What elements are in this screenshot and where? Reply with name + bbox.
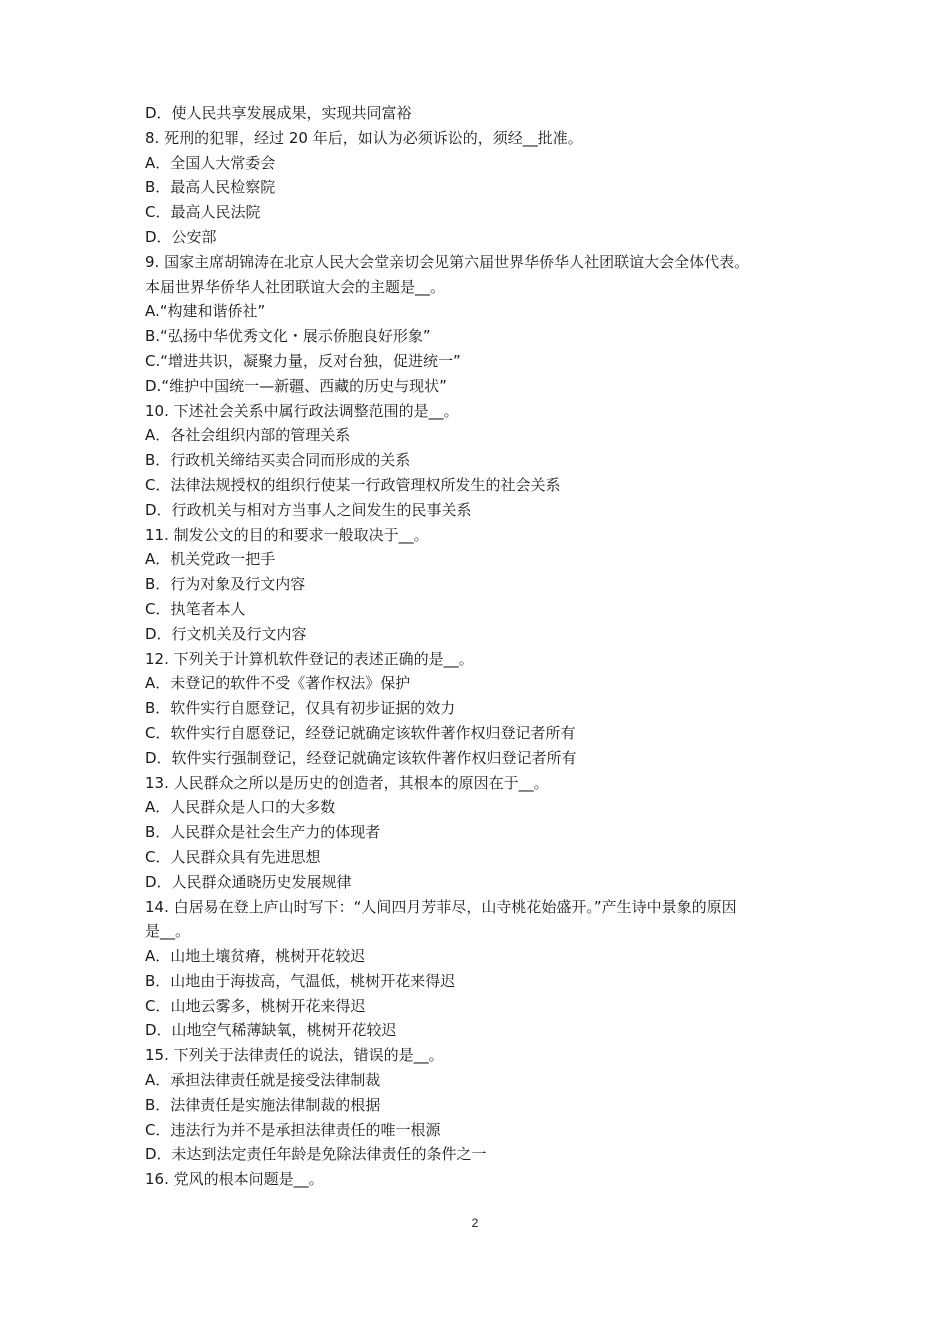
option-line: A．承担法律责任就是接受法律制裁 bbox=[145, 1071, 381, 1090]
question-line-continued: 本届世界华侨华人社团联谊大会的主题是__。 bbox=[145, 277, 446, 296]
option-line: B．行为对象及行文内容 bbox=[145, 575, 306, 594]
option-line: D．软件实行强制登记，经登记就确定该软件著作权归登记者所有 bbox=[145, 748, 577, 767]
option-line: B．山地由于海拔高，气温低，桃树开花来得迟 bbox=[145, 971, 456, 990]
page-body bbox=[145, 101, 835, 1192]
option-line: C．人民群众具有先进思想 bbox=[145, 847, 321, 866]
option-line: D.“维护中国统一—新疆、西藏的历史与现状” bbox=[145, 376, 447, 395]
option-line: C．山地云雾多，桃树开花来得迟 bbox=[145, 996, 366, 1015]
option-line: B．行政机关缔结买卖合同而形成的关系 bbox=[145, 451, 411, 470]
question-line: 16. 党风的根本问题是__。 bbox=[145, 1170, 324, 1189]
option-line: A.“构建和谐侨社” bbox=[145, 302, 266, 321]
option-line: D．行政机关与相对方当事人之间发生的民事关系 bbox=[145, 500, 472, 519]
question-line: 12. 下列关于计算机软件登记的表述正确的是__。 bbox=[145, 649, 474, 668]
option-line: C．法律法规授权的组织行使某一行政管理权所发生的社会关系 bbox=[145, 475, 561, 494]
option-line: C．软件实行自愿登记，经登记就确定该软件著作权归登记者所有 bbox=[145, 723, 576, 742]
option-line: C．违法行为并不是承担法律责任的唯一根源 bbox=[145, 1120, 441, 1139]
option-line: A．未登记的软件不受《著作权法》保护 bbox=[145, 674, 411, 693]
question-line: 14. 白居易在登上庐山时写下：“人间四月芳菲尽，山寺桃花始盛开。”产生诗中景象的原因 bbox=[145, 897, 737, 916]
question-line: 8. 死刑的犯罪，经过 20 年后，如认为必须诉讼的，须经__批准。 bbox=[145, 128, 583, 147]
option-line: D．行文机关及行文内容 bbox=[145, 624, 307, 643]
option-line: B．最高人民检察院 bbox=[145, 178, 276, 197]
option-line: B．软件实行自愿登记，仅具有初步证据的效力 bbox=[145, 699, 456, 718]
option-line: C．最高人民法院 bbox=[145, 203, 261, 222]
option-line: B．法律责任是实施法律制裁的根据 bbox=[145, 1095, 381, 1114]
page-number: 2 bbox=[471, 1216, 479, 1230]
option-line: A．机关党政一把手 bbox=[145, 550, 276, 569]
option-line: A．人民群众是人口的大多数 bbox=[145, 798, 336, 817]
option-line: D．公安部 bbox=[145, 227, 217, 246]
question-line: 10. 下述社会关系中属行政法调整范围的是__。 bbox=[145, 401, 459, 420]
option-line: D．未达到法定责任年龄是免除法律责任的条件之一 bbox=[145, 1145, 487, 1164]
option-line: D．山地空气稀薄缺氧，桃树开花较迟 bbox=[145, 1021, 397, 1040]
question-line: 11. 制发公文的目的和要求一般取决于__。 bbox=[145, 525, 429, 544]
option-line: B．人民群众是社会生产力的体现者 bbox=[145, 823, 381, 842]
option-line: C．执笔者本人 bbox=[145, 599, 246, 618]
question-line: 13. 人民群众之所以是历史的创造者，其根本的原因在于__。 bbox=[145, 773, 549, 792]
option-line: D．人民群众通晓历史发展规律 bbox=[145, 872, 352, 891]
option-line: B.“弘扬中华优秀文化・展示侨胞良好形象” bbox=[145, 327, 431, 346]
question-line: 15. 下列关于法律责任的说法，错误的是__。 bbox=[145, 1046, 444, 1065]
option-line: A．全国人大常委会 bbox=[145, 153, 276, 172]
question-line-continued: 是__。 bbox=[145, 922, 191, 941]
question-line: 9. 国家主席胡锦涛在北京人民大会堂亲切会见第六届世界华侨华人社团联谊大会全体代表。 bbox=[145, 252, 750, 271]
option-line: C.“增进共识，凝聚力量，反对台独，促进统一” bbox=[145, 351, 461, 370]
text-line: D．使人民共享发展成果，实现共同富裕 bbox=[145, 104, 412, 122]
option-line: A．各社会组织内部的管理关系 bbox=[145, 426, 351, 445]
option-line: A．山地土壤贫瘠，桃树开花较迟 bbox=[145, 947, 366, 966]
